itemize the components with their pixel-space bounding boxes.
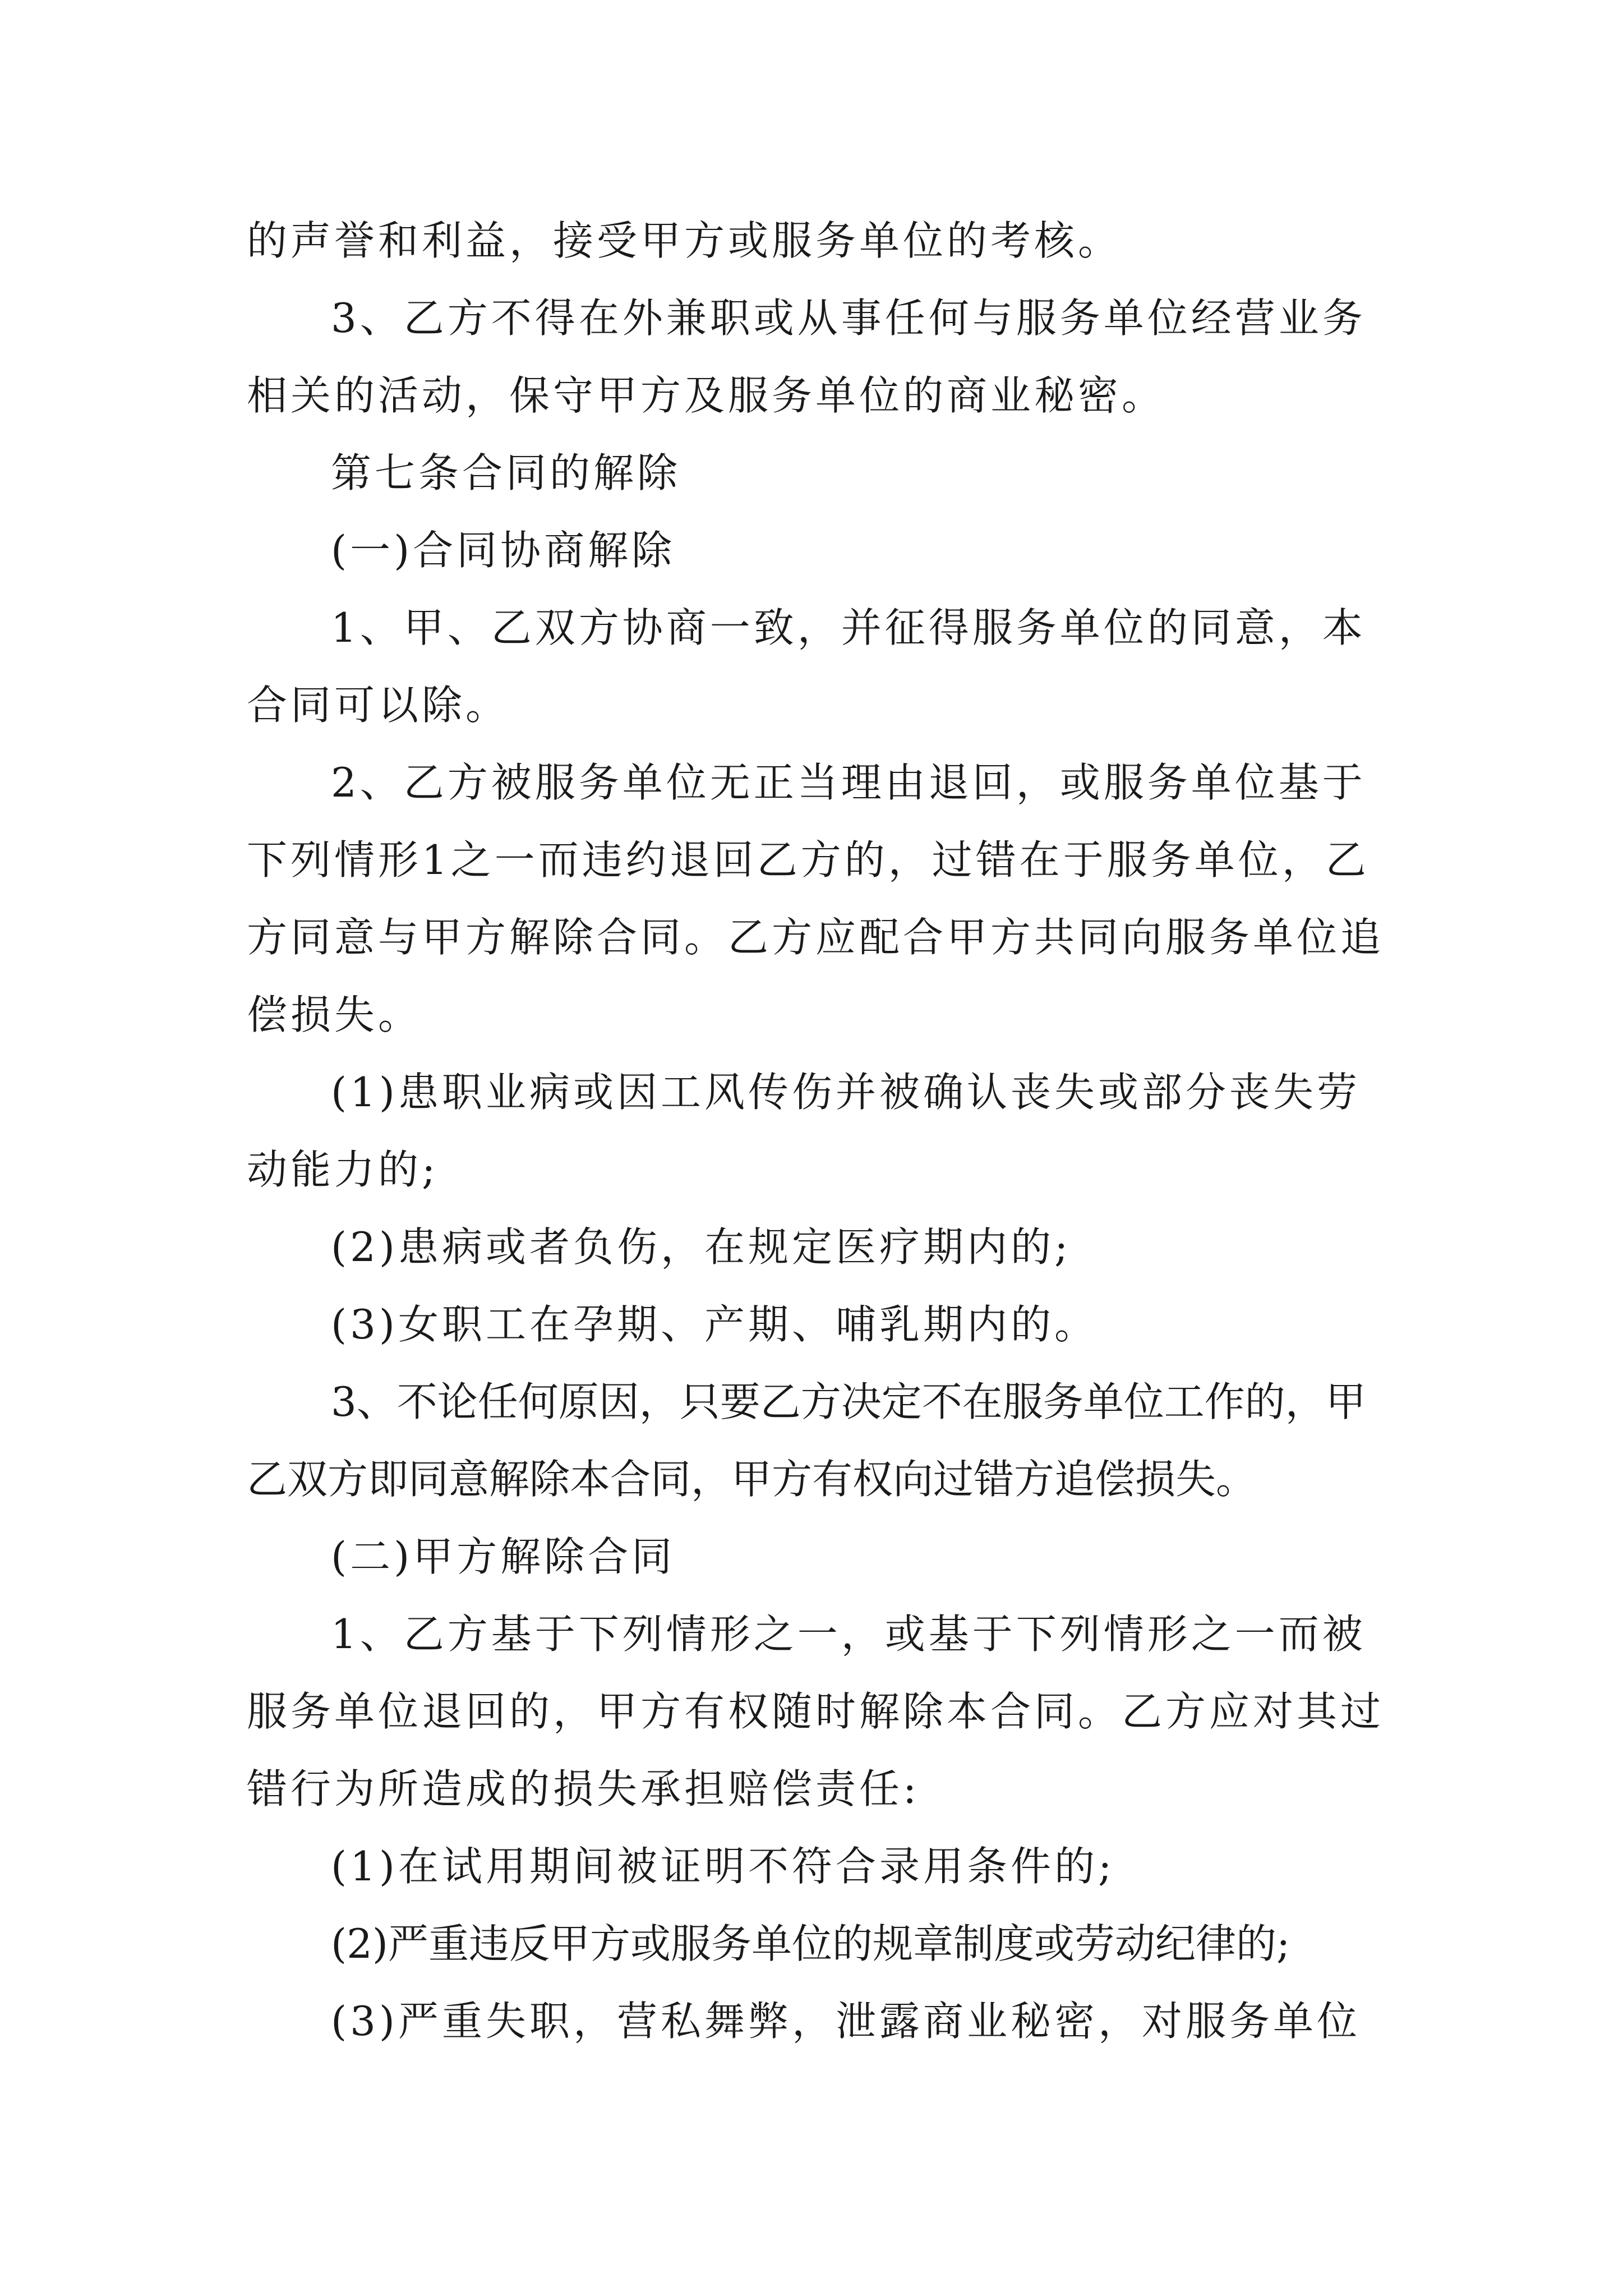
document-body [247,202,1402,2060]
paragraph-1: 的声誉和利益，接受甲方或服务单位的考核。 [247,217,1122,264]
paragraph-6: 2、乙方被服务单位无正当理由退回，或服务单位基于下列情形1之一而违约退回乙方的，过错在于服务单位，乙方同意与甲方解除合同。乙方应配合甲方共同向服务单位追偿损失。 [247,759,1385,1038]
article-heading: 第七条合同的解除 [331,449,681,496]
paragraph-5: 1、甲、乙双方协商一致，并征得服务单位的同意，本合同可以除。 [247,604,1366,729]
list-item-1: (1)患职业病或因工风传伤并被确认丧失或部分丧失劳动能力的; [247,1069,1361,1193]
section-heading-1: (一)合同协商解除 [331,527,676,574]
list-item-2: (2)患病或者负伤，在规定医疗期内的; [331,1223,1072,1271]
list-item-6: (3)严重失职，营私舞弊，泄露商业秘密，对服务单位 [331,1998,1361,2045]
list-item-3: (3)女职工在孕期、产期、哺乳期内的。 [331,1301,1098,1348]
section-heading-2: (二)甲方解除合同 [331,1533,676,1580]
paragraph-12: 1、乙方基于下列情形之一，或基于下列情形之一而被服务单位退回的，甲方有权随时解除本合同。乙方应对其过错行为所造成的损失承担赔偿责任: [247,1611,1385,1812]
paragraph-10: 3、不论任何原因，只要乙方决定不在服务单位工作的，甲乙双方即同意解除本合同，甲方有权向过错方追偿损失。 [247,1378,1366,1503]
list-item-4: (1)在试用期间被证明不符合录用条件的; [331,1843,1115,1890]
list-item-5: (2)严重违反甲方或服务单位的规章制度或劳动纪律的; [331,1920,1290,1967]
paragraph-2: 3、乙方不得在外兼职或从事任何与服务单位经营业务相关的活动，保守甲方及服务单位的商业秘密。 [247,295,1366,419]
